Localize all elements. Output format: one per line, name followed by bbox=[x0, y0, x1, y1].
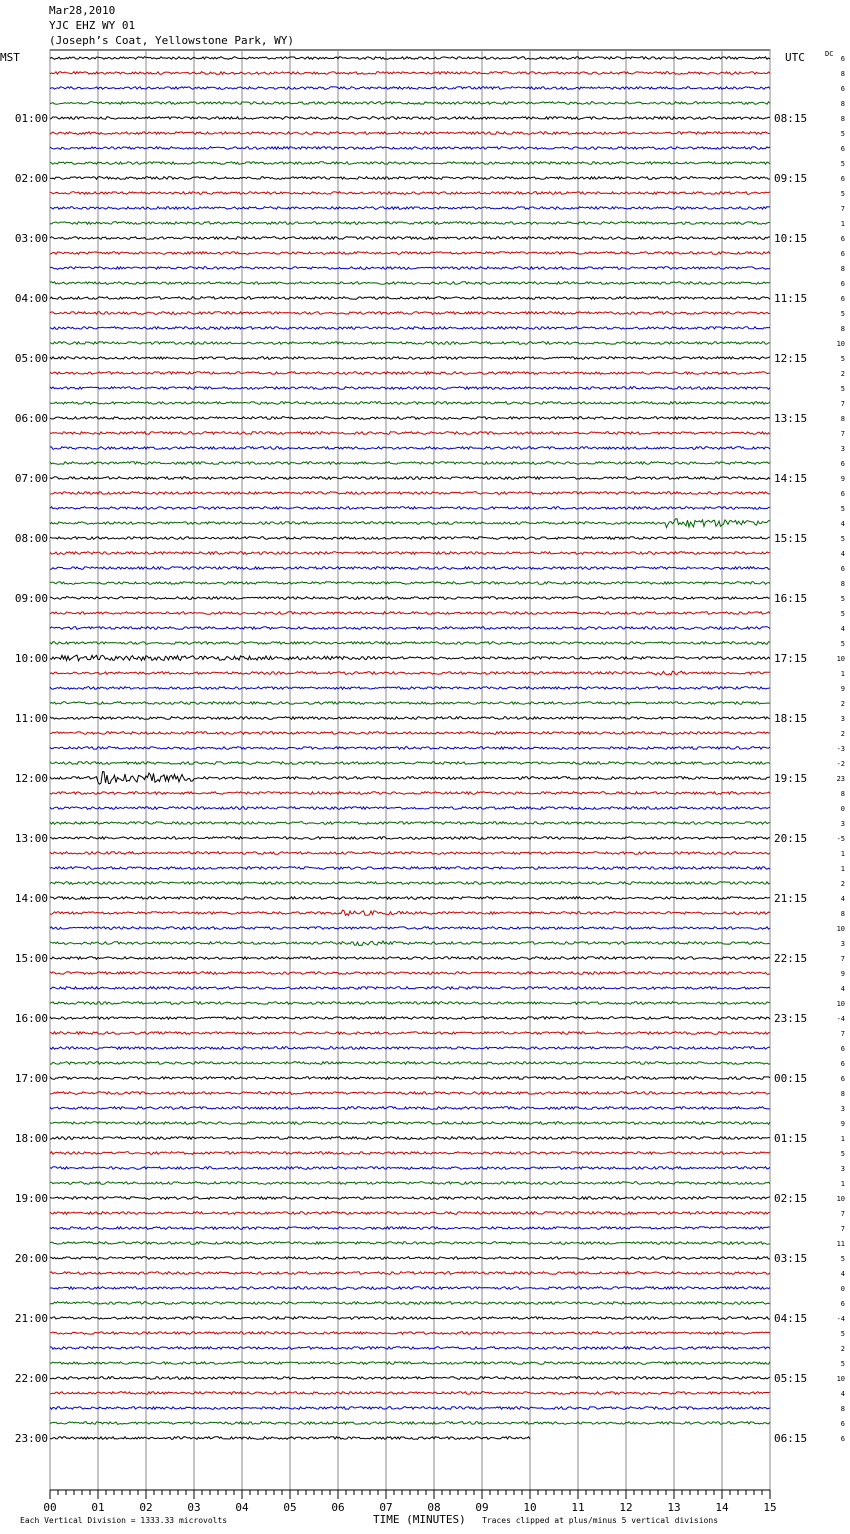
utc-hour-label: 13:15 bbox=[774, 412, 808, 425]
seismic-trace bbox=[50, 1017, 770, 1020]
seismic-trace bbox=[50, 671, 770, 675]
seismic-trace bbox=[50, 1092, 770, 1095]
dc-offset-value: 6 bbox=[840, 85, 845, 93]
dc-offset-value: 1 bbox=[840, 865, 845, 873]
seismic-trace bbox=[50, 1062, 770, 1065]
seismic-trace bbox=[50, 267, 770, 270]
dc-offset-value: 1 bbox=[840, 1135, 845, 1143]
dc-offset-value: 8 bbox=[840, 910, 845, 918]
seismic-trace bbox=[50, 941, 770, 946]
seismic-trace bbox=[50, 162, 770, 165]
dc-offset-value: 2 bbox=[840, 1345, 845, 1353]
dc-offset-value: 3 bbox=[840, 1165, 845, 1173]
dc-offset-value: 6 bbox=[840, 1300, 845, 1308]
dc-offset-value: 1 bbox=[840, 1180, 845, 1188]
utc-hour-label: 12:15 bbox=[774, 352, 808, 365]
dc-offset-value: 7 bbox=[840, 1210, 845, 1218]
seismic-trace bbox=[50, 1152, 770, 1155]
dc-offset-value: 8 bbox=[840, 1405, 845, 1413]
seismic-trace bbox=[50, 417, 770, 420]
seismic-trace bbox=[50, 147, 770, 150]
dc-offset-value: -4 bbox=[836, 1315, 845, 1323]
dc-offset-value: -3 bbox=[836, 745, 845, 753]
seismic-trace bbox=[50, 1257, 770, 1260]
mst-hour-label: 13:00 bbox=[14, 832, 48, 845]
seismic-trace bbox=[50, 1227, 770, 1230]
utc-hour-label: 05:15 bbox=[774, 1372, 808, 1385]
station-location: (Joseph’s Coat, Yellowstone Park, WY) bbox=[49, 34, 295, 47]
mst-hour-label: 10:00 bbox=[14, 652, 48, 665]
dc-offset-value: 8 bbox=[840, 325, 845, 333]
plot-frame bbox=[50, 50, 770, 1490]
mst-hour-label: 06:00 bbox=[14, 412, 48, 425]
dc-offset-value: 3 bbox=[840, 820, 845, 828]
seismic-trace bbox=[50, 910, 770, 915]
utc-hour-label: 09:15 bbox=[774, 172, 808, 185]
dc-offset-value: 10 bbox=[836, 655, 845, 663]
x-tick-label: 14 bbox=[715, 1501, 729, 1514]
dc-offset-value: 6 bbox=[840, 460, 845, 468]
dc-offset-value: 7 bbox=[840, 430, 845, 438]
dc-offset-value: 10 bbox=[836, 925, 845, 933]
dc-offset-value: 1 bbox=[840, 670, 845, 678]
dc-offset-value: 5 bbox=[840, 130, 845, 138]
clip-note: Traces clipped at plus/minus 5 vertical divisions bbox=[482, 1516, 719, 1525]
seismic-trace bbox=[50, 297, 770, 300]
dc-offset-value: 9 bbox=[840, 1120, 845, 1128]
mst-hour-label: 01:00 bbox=[14, 112, 48, 125]
utc-hour-label: 20:15 bbox=[774, 832, 808, 845]
x-tick-label: 04 bbox=[235, 1501, 249, 1514]
x-tick-label: 12 bbox=[619, 1501, 633, 1514]
seismic-trace bbox=[50, 655, 770, 661]
seismic-trace bbox=[50, 177, 770, 180]
seismic-trace bbox=[50, 837, 770, 840]
mst-hour-label: 12:00 bbox=[14, 772, 48, 785]
seismic-trace bbox=[50, 1302, 770, 1305]
seismic-trace bbox=[50, 477, 770, 480]
x-tick-label: 13 bbox=[667, 1501, 681, 1514]
seismic-trace bbox=[50, 687, 770, 690]
seismic-trace bbox=[50, 237, 770, 240]
seismic-trace bbox=[50, 462, 770, 465]
utc-hour-label: 18:15 bbox=[774, 712, 808, 725]
dc-offset-value: 6 bbox=[840, 175, 845, 183]
dc-offset-value: 4 bbox=[840, 1270, 845, 1278]
seismic-trace bbox=[50, 1122, 770, 1125]
seismic-trace bbox=[50, 1272, 770, 1275]
dc-offset-value: 6 bbox=[840, 1075, 845, 1083]
dc-offset-value: -5 bbox=[836, 835, 845, 843]
dc-offset-value: 10 bbox=[836, 1375, 845, 1383]
x-tick-label: 15 bbox=[763, 1501, 777, 1514]
dc-offset-value: 5 bbox=[840, 355, 845, 363]
seismic-trace bbox=[50, 492, 770, 495]
seismic-trace bbox=[50, 519, 770, 528]
dc-offset-value: 7 bbox=[840, 1225, 845, 1233]
dc-offset-value: 8 bbox=[840, 100, 845, 108]
dc-offset-value: 4 bbox=[840, 985, 845, 993]
utc-hour-label: 16:15 bbox=[774, 592, 808, 605]
x-tick-label: 09 bbox=[475, 1501, 489, 1514]
seismic-trace bbox=[50, 57, 770, 60]
dc-offset-value: 5 bbox=[840, 190, 845, 198]
seismic-trace bbox=[50, 987, 770, 990]
mst-hour-label: 09:00 bbox=[14, 592, 48, 605]
dc-offset-value: 2 bbox=[840, 700, 845, 708]
seismic-trace bbox=[50, 1197, 770, 1200]
seismic-trace bbox=[50, 447, 770, 450]
seismic-trace bbox=[50, 537, 770, 540]
dc-offset-value: 5 bbox=[840, 385, 845, 393]
seismic-trace bbox=[50, 957, 770, 960]
seismic-trace bbox=[50, 1137, 770, 1140]
utc-hour-label: 19:15 bbox=[774, 772, 808, 785]
seismic-trace bbox=[50, 507, 770, 510]
seismic-trace bbox=[50, 1212, 770, 1215]
mst-hour-label: 17:00 bbox=[14, 1072, 48, 1085]
dc-offset-value: 3 bbox=[840, 715, 845, 723]
seismic-trace bbox=[50, 1242, 770, 1245]
seismic-trace bbox=[50, 132, 770, 135]
dc-offset-value: 5 bbox=[840, 595, 845, 603]
seismic-trace bbox=[50, 1332, 770, 1335]
mst-hour-label: 14:00 bbox=[14, 892, 48, 905]
seismic-trace bbox=[50, 192, 770, 195]
seismic-trace bbox=[50, 342, 770, 345]
dc-offset-value: 5 bbox=[840, 640, 845, 648]
seismic-trace bbox=[50, 432, 770, 435]
dc-offset-value: 2 bbox=[840, 370, 845, 378]
dc-offset-value: 5 bbox=[840, 610, 845, 618]
dc-offset-value: 3 bbox=[840, 940, 845, 948]
seismic-trace bbox=[50, 1317, 770, 1320]
dc-offset-value: 6 bbox=[840, 295, 845, 303]
left-axis-label: MST bbox=[0, 51, 20, 64]
utc-hour-label: 00:15 bbox=[774, 1072, 808, 1085]
seismic-trace bbox=[50, 222, 770, 225]
utc-hour-label: 06:15 bbox=[774, 1432, 808, 1445]
dc-offset-value: 9 bbox=[840, 685, 845, 693]
seismic-trace bbox=[50, 732, 770, 735]
dc-offset-value: 5 bbox=[840, 535, 845, 543]
seismic-trace bbox=[50, 882, 770, 885]
x-axis-label: TIME (MINUTES) bbox=[373, 1513, 466, 1526]
seismic-trace bbox=[50, 822, 770, 825]
dc-offset-value: 4 bbox=[840, 1390, 845, 1398]
dc-offset-value: 6 bbox=[840, 235, 845, 243]
seismic-trace bbox=[50, 972, 770, 975]
x-tick-label: 08 bbox=[427, 1501, 441, 1514]
dc-offset-value: 2 bbox=[840, 880, 845, 888]
x-tick-label: 02 bbox=[139, 1501, 153, 1514]
x-tick-label: 06 bbox=[331, 1501, 345, 1514]
dc-offset-value: 9 bbox=[840, 970, 845, 978]
seismic-trace bbox=[50, 402, 770, 405]
seismic-trace bbox=[50, 702, 770, 705]
mst-hour-label: 22:00 bbox=[14, 1372, 48, 1385]
seismic-trace bbox=[50, 747, 770, 750]
seismic-trace bbox=[50, 1107, 770, 1110]
seismic-trace bbox=[50, 312, 770, 315]
dc-offset-value: 8 bbox=[840, 265, 845, 273]
mst-hour-label: 08:00 bbox=[14, 532, 48, 545]
vertical-division-note: Each Vertical Division = 1333.33 microvolts bbox=[20, 1516, 228, 1525]
dc-offset-value: 6 bbox=[840, 490, 845, 498]
dc-offset-value: 5 bbox=[840, 1360, 845, 1368]
seismic-trace bbox=[50, 897, 770, 900]
utc-hour-label: 22:15 bbox=[774, 952, 808, 965]
seismic-trace bbox=[50, 1032, 770, 1035]
utc-hour-label: 23:15 bbox=[774, 1012, 808, 1025]
seismic-trace bbox=[50, 252, 770, 255]
dc-offset-value: 3 bbox=[840, 445, 845, 453]
dc-offset-value: 5 bbox=[840, 1330, 845, 1338]
dc-offset-value: 1 bbox=[840, 850, 845, 858]
dc-offset-value: 7 bbox=[840, 400, 845, 408]
dc-offset-value: 7 bbox=[840, 955, 845, 963]
mst-hour-label: 21:00 bbox=[14, 1312, 48, 1325]
seismic-trace bbox=[50, 282, 770, 285]
dc-offset-value: 8 bbox=[840, 115, 845, 123]
utc-hour-label: 08:15 bbox=[774, 112, 808, 125]
utc-hour-label: 21:15 bbox=[774, 892, 808, 905]
seismic-trace bbox=[50, 1377, 770, 1380]
seismic-trace bbox=[50, 642, 770, 645]
dc-offset-value: 10 bbox=[836, 1000, 845, 1008]
x-tick-label: 03 bbox=[187, 1501, 201, 1514]
dc-offset-value: 6 bbox=[840, 145, 845, 153]
mst-hour-label: 19:00 bbox=[14, 1192, 48, 1205]
seismic-trace bbox=[50, 772, 770, 785]
utc-hour-label: 03:15 bbox=[774, 1252, 808, 1265]
utc-hour-label: 02:15 bbox=[774, 1192, 808, 1205]
mst-hour-label: 18:00 bbox=[14, 1132, 48, 1145]
seismic-trace bbox=[50, 1392, 770, 1395]
dc-offset-value: 7 bbox=[840, 205, 845, 213]
mst-hour-label: 20:00 bbox=[14, 1252, 48, 1265]
seismic-trace bbox=[50, 207, 770, 210]
seismic-trace bbox=[50, 1167, 770, 1170]
mst-hour-label: 05:00 bbox=[14, 352, 48, 365]
seismic-trace bbox=[50, 117, 770, 120]
x-tick-label: 00 bbox=[43, 1501, 57, 1514]
seismic-trace bbox=[50, 1422, 770, 1425]
seismic-trace bbox=[50, 1077, 770, 1080]
dc-offset-value: 8 bbox=[840, 1090, 845, 1098]
dc-offset-value: 6 bbox=[840, 280, 845, 288]
utc-hour-label: 01:15 bbox=[774, 1132, 808, 1145]
dc-offset-value: 5 bbox=[840, 1150, 845, 1158]
label-group bbox=[15, 55, 845, 1514]
seismic-trace bbox=[50, 717, 770, 720]
seismic-trace bbox=[50, 87, 770, 90]
seismic-trace bbox=[50, 357, 770, 360]
seismic-trace bbox=[50, 867, 770, 870]
station-code: YJC EHZ WY 01 bbox=[49, 19, 136, 32]
dc-offset-value: 8 bbox=[840, 580, 845, 588]
dc-offset-value: 1 bbox=[840, 220, 845, 228]
utc-hour-label: 17:15 bbox=[774, 652, 808, 665]
seismic-trace bbox=[50, 807, 770, 810]
seismic-trace bbox=[50, 1347, 770, 1350]
mst-hour-label: 23:00 bbox=[14, 1432, 48, 1445]
mst-hour-label: 04:00 bbox=[14, 292, 48, 305]
dc-offset-value: 8 bbox=[840, 790, 845, 798]
dc-offset-value: 11 bbox=[836, 1240, 845, 1248]
seismic-trace bbox=[50, 582, 770, 585]
dc-offset-value: 10 bbox=[836, 340, 845, 348]
dc-offset-value: 3 bbox=[840, 1105, 845, 1113]
x-tick-label: 10 bbox=[523, 1501, 537, 1514]
dc-offset-value: 5 bbox=[840, 1255, 845, 1263]
seismic-trace bbox=[50, 387, 770, 390]
seismic-trace bbox=[50, 762, 770, 765]
dc-offset-value: 0 bbox=[840, 805, 845, 813]
seismic-trace bbox=[50, 102, 770, 105]
dc-offset-value: 4 bbox=[840, 895, 845, 903]
seismic-trace bbox=[50, 852, 770, 855]
seismic-trace bbox=[50, 327, 770, 330]
seismic-trace bbox=[50, 372, 770, 375]
seismic-trace bbox=[50, 927, 770, 930]
mst-hour-label: 07:00 bbox=[14, 472, 48, 485]
mst-hour-label: 03:00 bbox=[14, 232, 48, 245]
dc-offset-value: -4 bbox=[836, 1015, 845, 1023]
dc-offset-value: 6 bbox=[840, 1045, 845, 1053]
dc-offset-value: 4 bbox=[840, 550, 845, 558]
dc-offset-value: 7 bbox=[840, 1030, 845, 1038]
dc-offset-value: 6 bbox=[840, 1060, 845, 1068]
seismic-trace bbox=[50, 612, 770, 615]
right-axis-label: UTC bbox=[785, 51, 805, 64]
seismic-trace bbox=[50, 1407, 770, 1410]
dc-offset-value: 6 bbox=[840, 55, 845, 63]
x-tick-label: 11 bbox=[571, 1501, 585, 1514]
utc-hour-label: 15:15 bbox=[774, 532, 808, 545]
dc-offset-value: 5 bbox=[840, 310, 845, 318]
dc-offset-value: 9 bbox=[840, 475, 845, 483]
seismic-trace bbox=[50, 1362, 770, 1365]
dc-offset-value: 6 bbox=[840, 1435, 845, 1443]
seismic-trace bbox=[50, 1287, 770, 1290]
seismic-trace bbox=[50, 1182, 770, 1185]
dc-offset-value: 5 bbox=[840, 160, 845, 168]
seismic-trace bbox=[50, 1002, 770, 1005]
dc-offset-value: 10 bbox=[836, 1195, 845, 1203]
dc-offset-value: 4 bbox=[840, 520, 845, 528]
dc-offset-value: 4 bbox=[840, 625, 845, 633]
mst-hour-label: 02:00 bbox=[14, 172, 48, 185]
utc-hour-label: 04:15 bbox=[774, 1312, 808, 1325]
dc-offset-value: 6 bbox=[840, 250, 845, 258]
dc-offset-value: 8 bbox=[840, 415, 845, 423]
plot-date: Mar28,2010 bbox=[49, 4, 116, 17]
dc-offset-value: 0 bbox=[840, 1285, 845, 1293]
dc-offset-value: 6 bbox=[840, 1420, 845, 1428]
seismic-trace bbox=[50, 552, 770, 555]
utc-hour-label: 14:15 bbox=[774, 472, 808, 485]
seismic-trace bbox=[50, 792, 770, 795]
seismic-trace bbox=[50, 567, 770, 570]
utc-hour-label: 11:15 bbox=[774, 292, 808, 305]
dc-label: DC bbox=[825, 50, 834, 58]
seismic-trace bbox=[50, 597, 770, 600]
x-tick-label: 01 bbox=[91, 1501, 105, 1514]
dc-offset-value: 6 bbox=[840, 565, 845, 573]
dc-offset-value: 8 bbox=[840, 70, 845, 78]
dc-offset-value: 2 bbox=[840, 730, 845, 738]
dc-offset-value: 5 bbox=[840, 505, 845, 513]
seismic-trace bbox=[50, 627, 770, 630]
mst-hour-label: 15:00 bbox=[14, 952, 48, 965]
seismic-trace bbox=[50, 72, 770, 75]
dc-offset-value: 23 bbox=[836, 775, 845, 783]
seismic-trace bbox=[50, 1047, 770, 1050]
x-tick-label: 07 bbox=[379, 1501, 393, 1514]
mst-hour-label: 16:00 bbox=[14, 1012, 48, 1025]
x-tick-label: 05 bbox=[283, 1501, 297, 1514]
dc-offset-value: -2 bbox=[836, 760, 845, 768]
mst-hour-label: 11:00 bbox=[14, 712, 48, 725]
utc-hour-label: 10:15 bbox=[774, 232, 808, 245]
trace-group bbox=[50, 57, 770, 1440]
